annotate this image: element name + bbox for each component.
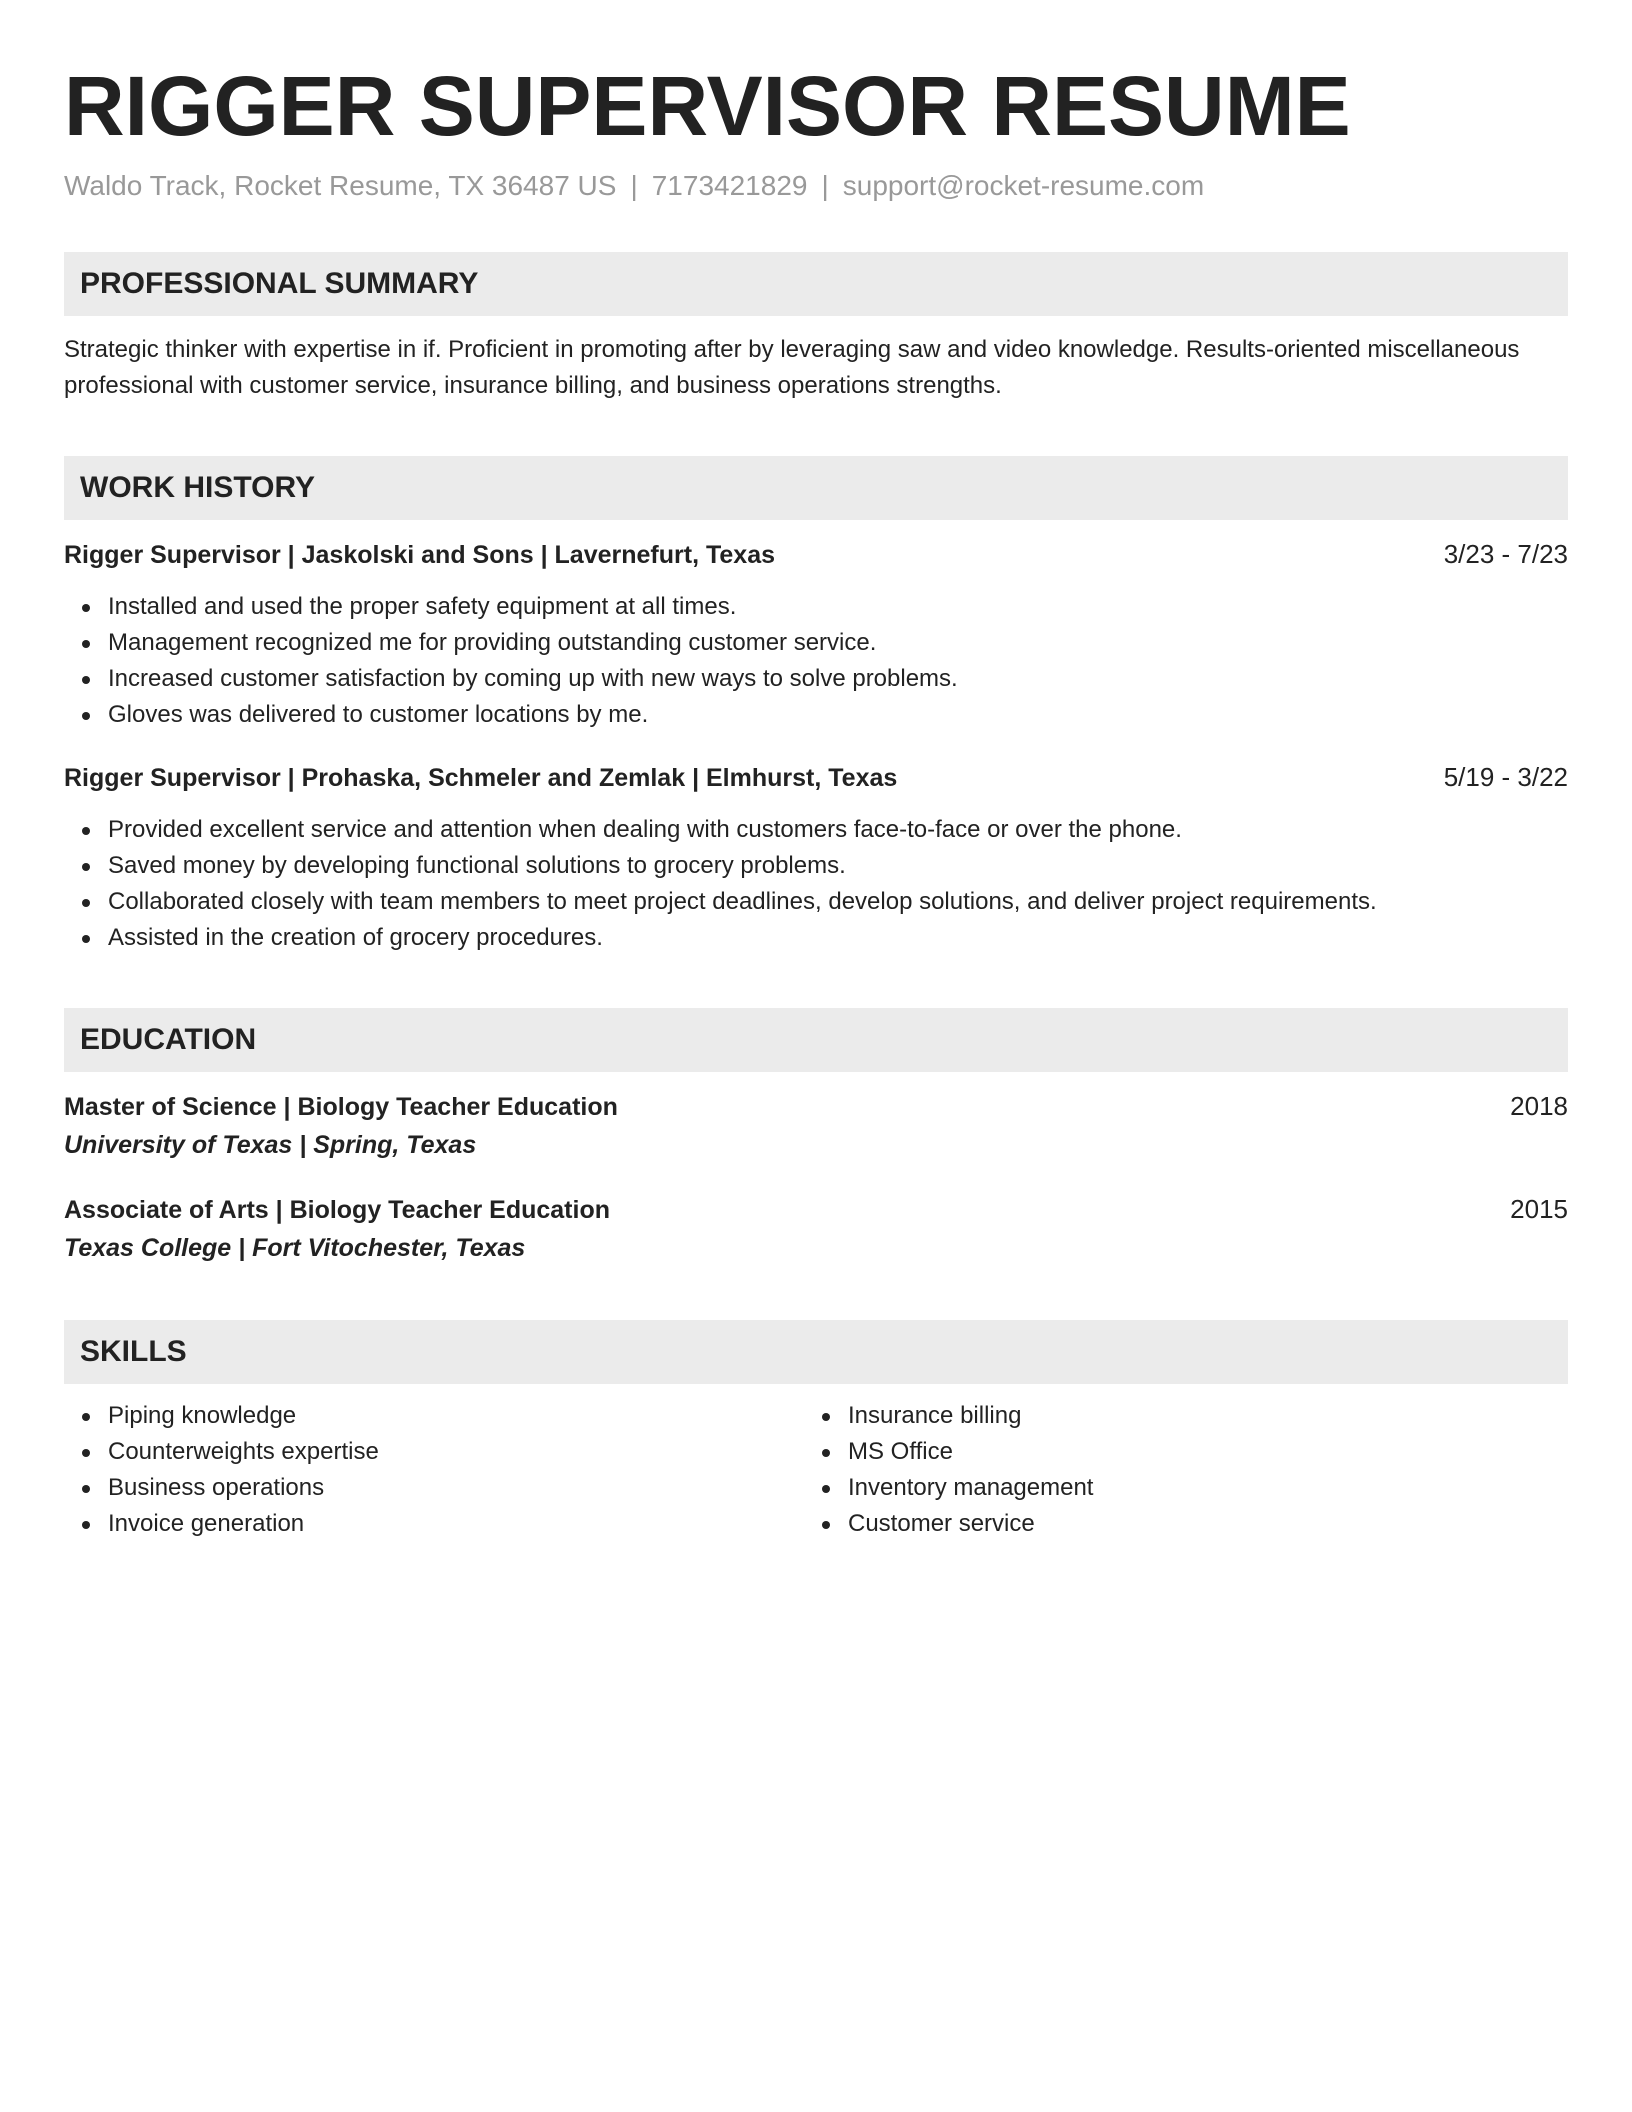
- education-entry: [64, 1088, 1568, 1165]
- skill-item: Business operations: [108, 1470, 804, 1506]
- education-degree: Master of Science | Biology Teacher Education: [64, 1093, 618, 1121]
- job-bullet: Provided excellent service and attention when dealing with customers face-to-face or over the phone.: [108, 812, 1568, 848]
- education-school: University of Texas | Spring, Texas: [64, 1131, 477, 1159]
- section-heading-skills: SKILLS: [64, 1320, 1568, 1384]
- job-bullets: [64, 589, 1568, 733]
- skill-item: MS Office: [848, 1434, 1544, 1470]
- job-bullet: Collaborated closely with team members to meet project deadlines, develop solutions, and deliver project requirements.: [108, 884, 1568, 920]
- job-bullet: Management recognized me for providing outstanding customer service.: [108, 625, 1568, 661]
- education-degree: Associate of Arts | Biology Teacher Education: [64, 1196, 610, 1224]
- section-heading-education: EDUCATION: [64, 1008, 1568, 1072]
- education-year: 2015: [1510, 1194, 1568, 1224]
- job-bullet: Increased customer satisfaction by coming up with new ways to solve problems.: [108, 661, 1568, 697]
- job-bullet: Assisted in the creation of grocery procedures.: [108, 920, 1568, 956]
- contact-email: support@rocket-resume.com: [842, 170, 1205, 201]
- job-bullet: Gloves was delivered to customer locations by me.: [108, 697, 1568, 733]
- job-dates: 3/23 - 7/23: [1443, 539, 1568, 569]
- job-bullet: Installed and used the proper safety equipment at all times.: [108, 589, 1568, 625]
- education-year: 2018: [1510, 1091, 1568, 1121]
- contact-phone: 7173421829: [651, 170, 808, 201]
- job-entry: [64, 759, 1568, 956]
- job-header: [64, 759, 1568, 796]
- section-heading-summary: PROFESSIONAL SUMMARY: [64, 252, 1568, 316]
- job-bullet: Saved money by developing functional solutions to grocery problems.: [108, 848, 1568, 884]
- education-entry: [64, 1191, 1568, 1268]
- job-title: Rigger Supervisor | Jaskolski and Sons | Lavernefurt, Texas: [64, 541, 775, 569]
- skills-column-right: [804, 1398, 1544, 1542]
- skill-item: Customer service: [848, 1506, 1544, 1542]
- resume-title: RIGGER SUPERVISOR RESUME: [64, 59, 1351, 153]
- education-header: [64, 1191, 1568, 1228]
- education-school: Texas College | Fort Vitochester, Texas: [64, 1234, 526, 1262]
- contact-separator: |: [821, 170, 829, 201]
- skill-item: Piping knowledge: [108, 1398, 804, 1434]
- job-bullets: [64, 812, 1568, 956]
- skill-item: Invoice generation: [108, 1506, 804, 1542]
- section-heading-work-history: WORK HISTORY: [64, 456, 1568, 520]
- contact-separator: |: [630, 170, 638, 201]
- contact-address: Waldo Track, Rocket Resume, TX 36487 US: [64, 170, 617, 201]
- job-title: Rigger Supervisor | Prohaska, Schmeler and Zemlak | Elmhurst, Texas: [64, 764, 898, 792]
- job-dates: 5/19 - 3/22: [1443, 762, 1568, 792]
- skill-item: Counterweights expertise: [108, 1434, 804, 1470]
- skills-list: [64, 1398, 1568, 1542]
- skills-bullets-left: [64, 1398, 804, 1542]
- skills-bullets-right: [804, 1398, 1544, 1542]
- summary-text: Strategic thinker with expertise in if. Proficient in promoting after by leveraging saw and video knowledge. Results-oriented miscellaneous professional with customer service, insurance billing, and business operations strengths.: [64, 336, 1520, 399]
- job-entry: [64, 536, 1568, 733]
- contact-line: [64, 168, 1568, 204]
- education-header: [64, 1088, 1568, 1125]
- skill-item: Insurance billing: [848, 1398, 1544, 1434]
- job-header: [64, 536, 1568, 573]
- skill-item: Inventory management: [848, 1470, 1544, 1506]
- skills-column-left: [64, 1398, 804, 1542]
